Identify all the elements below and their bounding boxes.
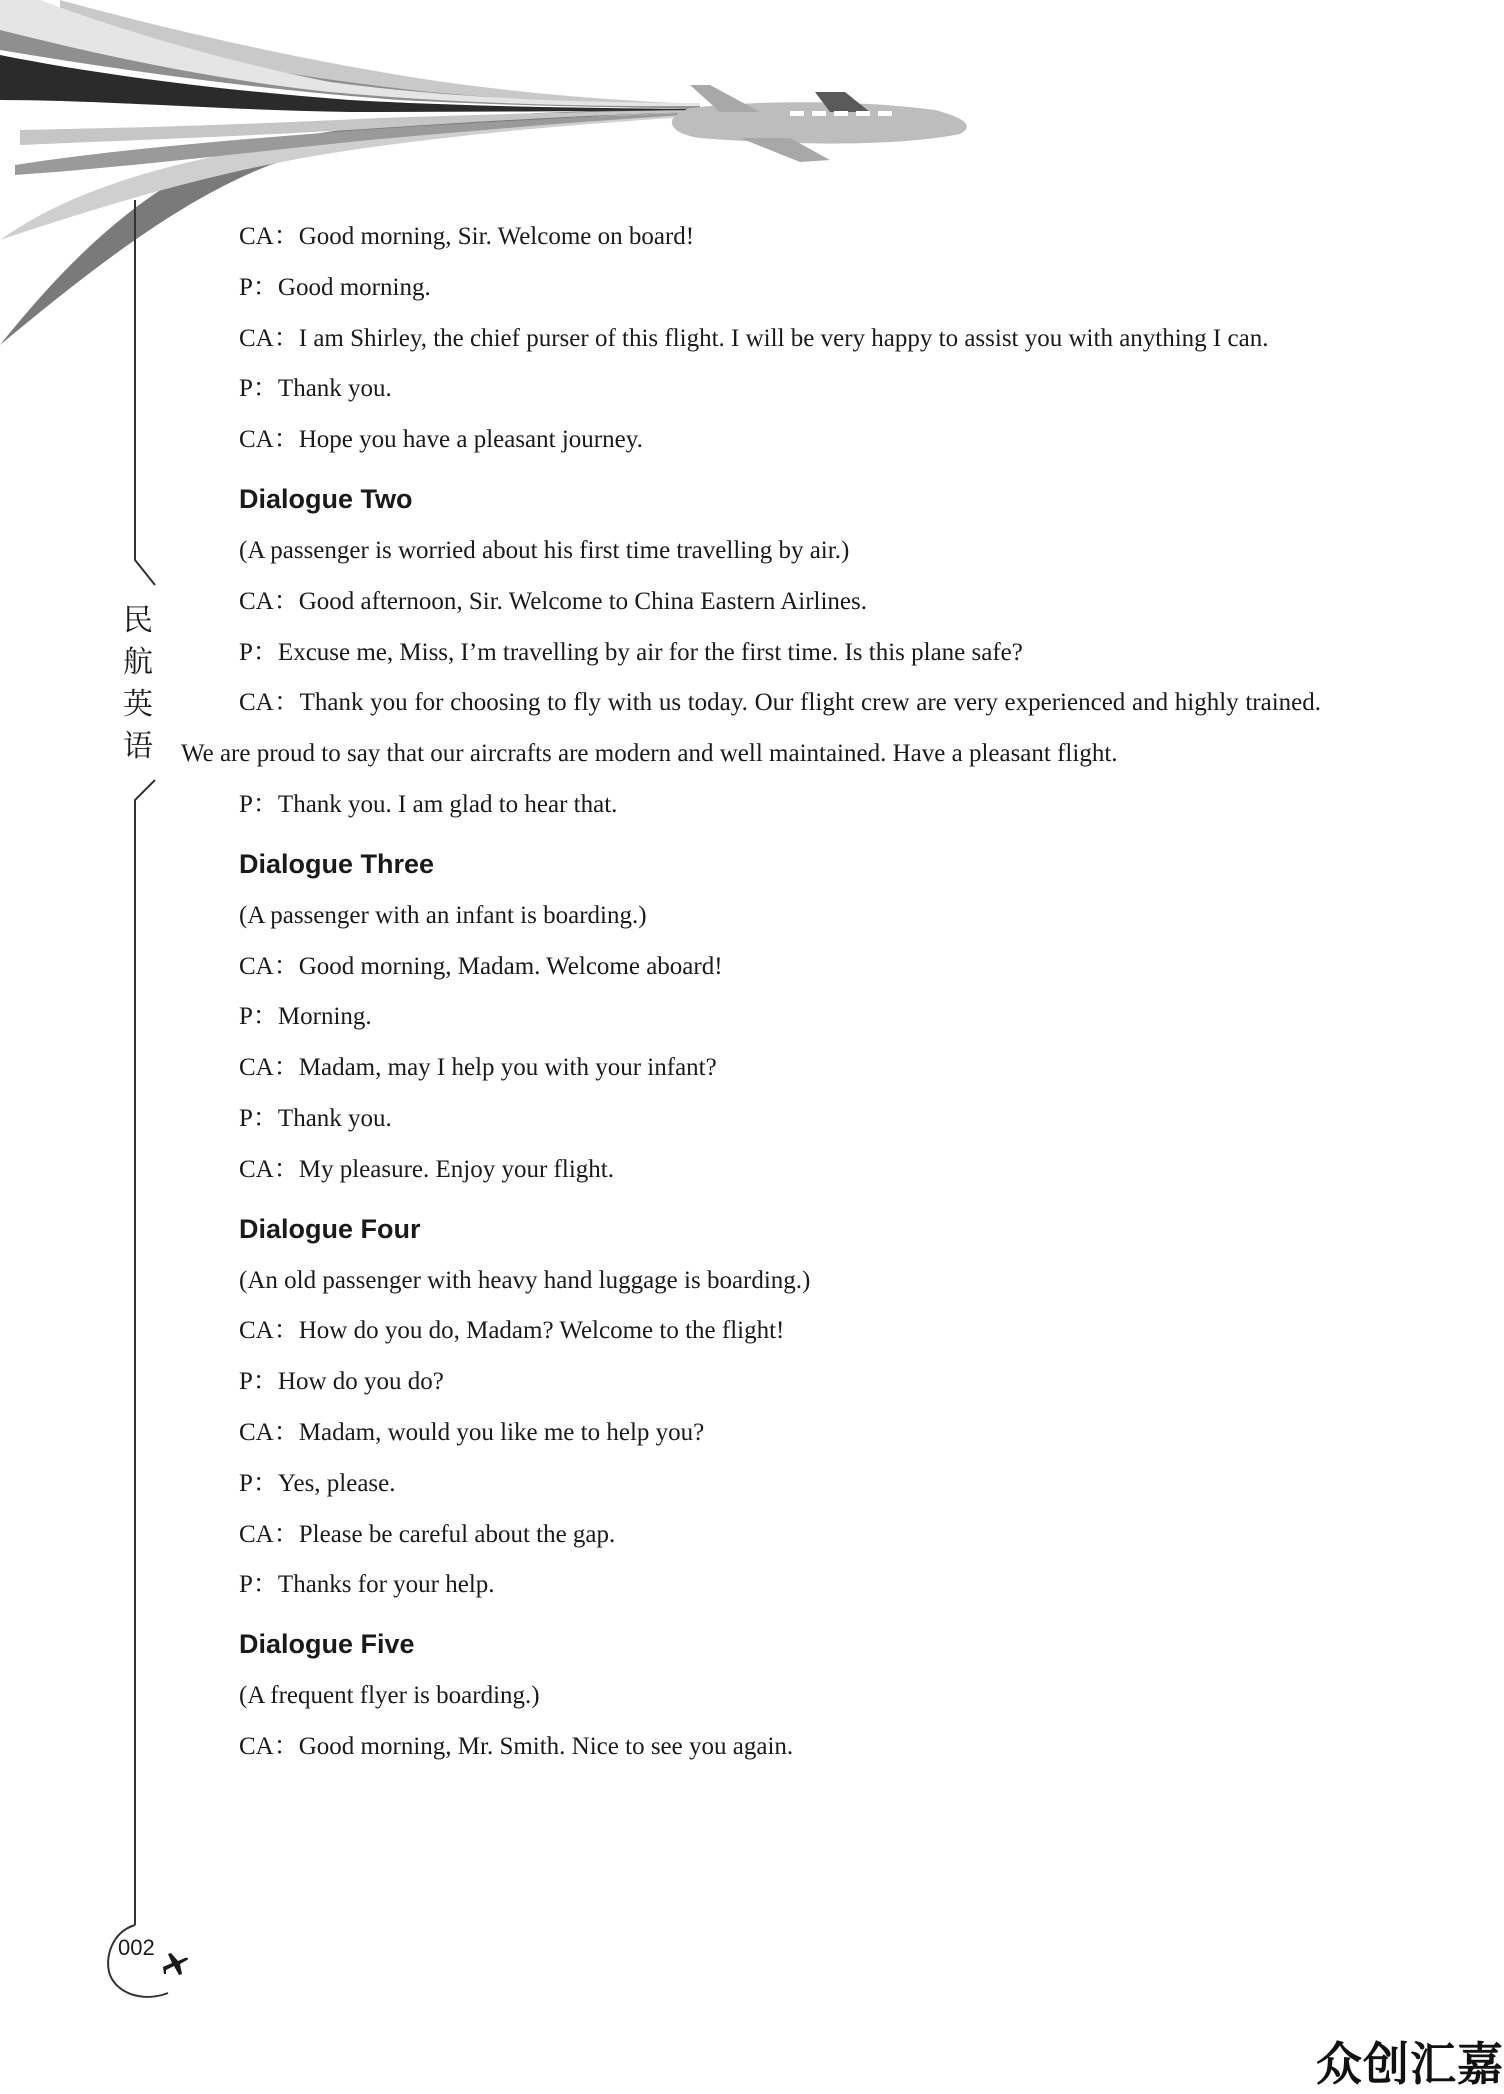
dialogue-heading: Dialogue Two <box>239 483 413 514</box>
line-text: Thank you. I am glad to hear that. <box>277 790 618 818</box>
speaker-label: CA <box>239 426 274 454</box>
dialogue-line <box>181 1094 1321 1145</box>
speaker-label: CA <box>239 1418 274 1446</box>
side-margin-line <box>0 0 200 2094</box>
dialogue-content <box>181 212 1321 1773</box>
line-text: Thanks for your help. <box>277 1571 495 1599</box>
side-title-char: 民 <box>123 603 153 638</box>
speaker-colon: ： <box>273 1732 299 1760</box>
speaker-label: CA <box>239 1732 274 1760</box>
line-text: Madam, may I help you with your infant? <box>298 1054 717 1082</box>
line-text: Hope you have a pleasant journey. <box>298 426 643 454</box>
speaker-label: P <box>239 1368 253 1396</box>
dialogue-line <box>181 1145 1321 1196</box>
side-title-char: 英 <box>123 687 153 722</box>
dialogue-line <box>181 1459 1321 1510</box>
speaker-colon: ： <box>273 689 300 717</box>
speaker-colon: ： <box>273 426 299 454</box>
dialogue-line <box>181 1357 1321 1408</box>
speaker-colon: ： <box>252 1104 278 1132</box>
speaker-label: P <box>239 1571 253 1599</box>
speaker-label: P <box>239 375 253 403</box>
speaker-label: CA <box>239 1317 274 1345</box>
speaker-label: P <box>239 790 253 818</box>
stage-direction: (A passenger is worried about his first time travelling by air.) <box>239 536 850 564</box>
speaker-colon: ： <box>273 1155 299 1183</box>
speaker-label: P <box>239 1003 253 1031</box>
speaker-colon: ： <box>273 952 299 980</box>
line-text: Thank you. <box>277 1104 392 1132</box>
dialogue-line <box>181 1043 1321 1094</box>
speaker-colon: ： <box>273 223 299 250</box>
speaker-colon: ： <box>273 324 299 352</box>
speaker-colon: ： <box>273 1520 299 1548</box>
dialogue-line <box>181 678 1321 780</box>
speaker-colon: ： <box>252 1368 278 1396</box>
speaker-label: CA <box>239 1054 274 1082</box>
speaker-label: CA <box>239 1155 274 1183</box>
dialogue-line <box>181 942 1321 993</box>
speaker-label: CA <box>239 689 274 717</box>
airplane-icon <box>160 1947 190 1977</box>
line-text: Good morning, Sir. Welcome on board! <box>298 223 695 250</box>
line-text: Please be careful about the gap. <box>298 1520 616 1548</box>
speaker-label: CA <box>239 587 274 615</box>
line-text: How do you do? <box>277 1368 444 1396</box>
line-text: Good morning, Madam. Welcome aboard! <box>298 952 723 980</box>
speaker-label: P <box>239 638 253 666</box>
dialogue-line <box>181 1408 1321 1459</box>
speaker-label: CA <box>239 223 274 250</box>
speaker-label: P <box>239 273 253 301</box>
side-title-char: 语 <box>123 729 153 764</box>
speaker-colon: ： <box>252 1469 278 1497</box>
speaker-colon: ： <box>273 587 299 615</box>
line-text: Good morning, Mr. Smith. Nice to see you again. <box>298 1732 794 1760</box>
line-text: My pleasure. Enjoy your flight. <box>298 1155 614 1183</box>
line-text: Good morning. <box>277 273 431 301</box>
speaker-colon: ： <box>252 273 278 301</box>
line-text: Madam, would you like me to help you? <box>298 1418 705 1446</box>
speaker-colon: ： <box>252 638 278 666</box>
stage-direction: (A passenger with an infant is boarding.) <box>239 901 647 929</box>
dialogue-line <box>181 1722 1321 1773</box>
speaker-colon: ： <box>273 1418 299 1446</box>
watermark: 众创汇嘉 <box>1316 2037 1504 2091</box>
speaker-label: CA <box>239 1520 274 1548</box>
dialogue-line <box>181 314 1321 365</box>
dialogue-line <box>181 992 1321 1043</box>
speaker-label: CA <box>239 952 274 980</box>
stage-direction: (An old passenger with heavy hand luggage is boarding.) <box>239 1266 811 1294</box>
dialogue-line <box>181 780 1321 831</box>
speaker-colon: ： <box>252 790 278 818</box>
line-text: Yes, please. <box>277 1469 396 1497</box>
side-title-vertical <box>118 600 158 768</box>
page-number-badge <box>100 1915 200 1995</box>
line-text: I am Shirley, the chief purser of this flight. I will be very happy to assist you with anything I can. <box>298 324 1269 352</box>
dialogue-line <box>181 212 1321 263</box>
dialogue-line <box>181 263 1321 314</box>
line-text: Excuse me, Miss, I’m travelling by air for the first time. Is this plane safe? <box>277 638 1023 666</box>
speaker-colon: ： <box>252 1003 278 1031</box>
dialogue-line <box>181 1560 1321 1611</box>
dialogue-line <box>181 364 1321 415</box>
dialogue-line <box>181 1306 1321 1357</box>
dialogue-heading: Dialogue Five <box>239 1629 415 1660</box>
dialogue-line <box>181 415 1321 466</box>
dialogue-line <box>181 628 1321 679</box>
line-text: Thank you for choosing to fly with us today. Our flight crew are very experienced and highly trained. We are proud to say that our aircrafts are modern and well maintained. Have a pleasant flight. <box>181 689 1321 768</box>
stage-direction: (A frequent flyer is boarding.) <box>239 1682 540 1710</box>
speaker-label: P <box>239 1469 253 1497</box>
line-text: Morning. <box>277 1003 372 1031</box>
side-title-char: 航 <box>123 645 153 680</box>
page-number: 002 <box>118 1935 155 1960</box>
dialogue-line <box>181 577 1321 628</box>
speaker-colon: ： <box>252 375 278 403</box>
speaker-colon: ： <box>252 1571 278 1599</box>
speaker-label: CA <box>239 324 274 352</box>
speaker-colon: ： <box>273 1054 299 1082</box>
speaker-label: P <box>239 1104 253 1132</box>
line-text: Thank you. <box>277 375 392 403</box>
speaker-colon: ： <box>273 1317 299 1345</box>
line-text: How do you do, Madam? Welcome to the flight! <box>298 1317 785 1345</box>
line-text: Good afternoon, Sir. Welcome to China Eastern Airlines. <box>298 587 867 615</box>
dialogue-heading: Dialogue Four <box>239 1213 421 1244</box>
dialogue-line <box>181 1510 1321 1561</box>
dialogue-heading: Dialogue Three <box>239 848 435 879</box>
